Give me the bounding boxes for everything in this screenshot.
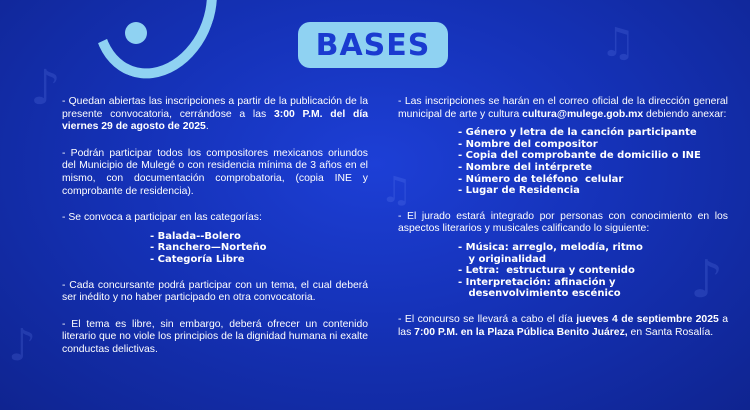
left-column: [62, 96, 368, 371]
registration-paragraph: - Quedan abiertas las inscripciones a partir de la publicación de la presente convocatoria, cerrándose a las 3:00 P.M. del día viernes 29 de agosto de 2025.: [62, 96, 368, 133]
event-paragraph: - El concurso se llevará a cabo el día jueves 4 de septiembre 2025 a las 7:00 P.M. en la Plaza Pública Benito Juárez, en Santa Rosalía.: [398, 313, 728, 338]
page-title: BASES: [315, 27, 431, 63]
criteria-item: - Letra: estructura y contenido: [458, 265, 635, 277]
music-note-icon: ♪: [690, 250, 724, 310]
categories-intro: - Se convoca a participar en las categorías:: [62, 212, 262, 224]
category-item: - Balada--Bolero: [150, 230, 241, 242]
music-note-icon: ♫: [380, 170, 413, 211]
document-item: - Número de teléfono celular: [458, 173, 624, 185]
music-note-icon: ♫: [600, 20, 636, 66]
eligibility-paragraph: - Podrán participar todos los compositores mexicanos oriundos del Municipio de Mulegé o con residencia mínima de 3 años en el mismo, con documentación comprobatoria, (copia INE y comprobante de residencia).: [62, 147, 368, 197]
right-column: [398, 96, 728, 353]
document-item: - Nombre del compositor: [458, 138, 598, 150]
music-note-icon: ♪: [8, 320, 37, 371]
music-note-icon: ♪: [30, 60, 61, 116]
category-item: - Ranchero—Norteño: [150, 242, 267, 254]
criteria-item: y originalidad: [458, 253, 547, 265]
free-theme-paragraph: - El tema es libre, sin embargo, deberá ofrecer un contenido literario que no viole los principios de la dignidad humana ni exalte conductas delictivas.: [62, 318, 368, 355]
categories-list: [62, 231, 368, 266]
jury-paragraph: - El jurado estará integrado por personas con conocimiento en los aspectos literarios y musicales calificando lo siguiente:: [398, 210, 728, 235]
document-item: - Género y letra de la canción participante: [458, 127, 697, 139]
title-badge: [298, 22, 448, 68]
email-paragraph: - Las inscripciones se harán en el correo oficial de la dirección general municipal de arte y cultura cultura@mulege.gob.mx debiendo anexar:: [398, 96, 728, 120]
documents-list: [398, 127, 728, 197]
one-song-paragraph: - Cada concursante podrá participar con un tema, el cual deberá ser inédito y no haber participado en otra convocatoria.: [62, 279, 368, 304]
document-item: - Nombre del intérprete: [458, 161, 592, 173]
document-item: - Copia del comprobante de domicilio o INE: [458, 150, 701, 162]
criteria-list: [398, 242, 728, 300]
email-address: cultura@mulege.gob.mx: [522, 108, 644, 120]
criteria-item: - Música: arreglo, melodía, ritmo: [458, 241, 643, 253]
category-item: - Categoría Libre: [150, 253, 245, 265]
criteria-item: desenvolvimiento escénico: [458, 288, 621, 300]
criteria-item: - Interpretación: afinación y: [458, 276, 616, 288]
document-item: - Lugar de Residencia: [458, 185, 580, 197]
